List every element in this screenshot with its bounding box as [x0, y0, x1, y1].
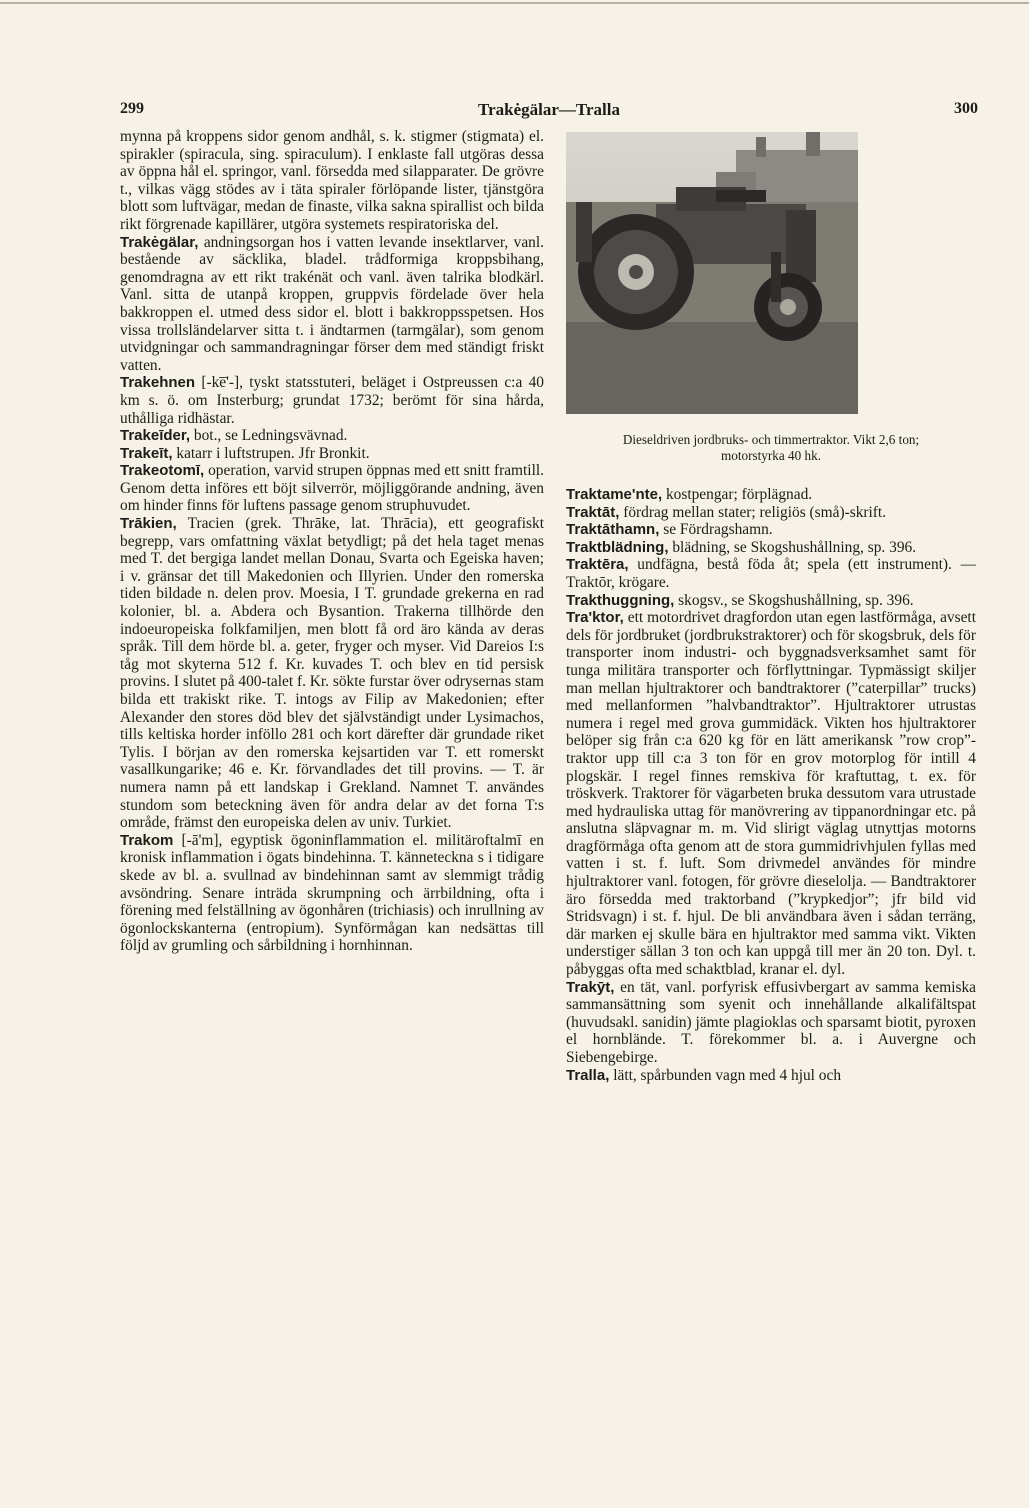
tractor-photo [566, 132, 858, 414]
entry-tralla: Tralla, lätt, spårbunden vagn med 4 hjul och [566, 1066, 842, 1084]
figure-caption: Dieseldriven jordbruks- och timmertraktor. Vikt 2,6 ton; motorstyrka 40 hk. [622, 432, 920, 463]
headword: Traktame'nte, [566, 486, 663, 503]
headword: Trakȳt, [566, 978, 615, 996]
page-number-right: 300 [954, 100, 978, 117]
running-head: Trakėgälar—Tralla [478, 100, 620, 119]
headword: Traktēra, [566, 556, 629, 574]
page-top-rule [0, 2, 1029, 4]
entry-trakyt: Trakȳt, en tät, vanl. porfyrisk effusivbergart av samma kemiska sammansättning som syenit och innehållande alkalifältspat (huvudsakl. sanidin) jämte plagioklas och sparsamt biotit, pyroxen el hornblände. T. förekommer bl. a. i Auvergne och Siebengebirge. [566, 978, 976, 1066]
entry-traktor: Tra'ktor, ett motordrivet dragfordon utan egen lastförmåga, avsett dels för jordbruket (jordbrukstraktorer) och för skogsbruk, dels för transporter inom industri- och byggnadsverksamhet samt för tunga militära transporter och förflyttningar. Typmässigt skiljer man mellan hjultraktorer och bandtraktorer (”caterpillar” trucks) med mellanformen ”halvbandtraktor”. Hjultraktorer utrustas numera i regel med grova gummidäck. Vikten hos hjultraktorer belöper sig från c:a 620 kg för en lätt amerikansk ”row crop”-traktor upp till c:a 3 ton för en grov motorplog för intill 4 plogskär. I regel finnes remskiva för kraftuttag, t. ex. för tröskverk. Traktorer för vägarbeten bruka dessutom vara utrustade med hydrauliska uttag för manövrering av tippanordningar etc. på anslutna släpvagnar m. m. Vid slirigt väglag utnyttjas motorns dragförmåga ofta genom att de stora gummidrivhjulen fyllas med vatten i st. f. luft. Som drivmedel användes för mindre hjultraktorer vanl. fotogen, för grövre dieselolja. — Bandtraktorer äro försedda med traktorband (”krypkedjor”; jfr bild vid Stridsvagn) i st. f. hjul. De bli användbara även i sådan terräng, där marken ej skulle bära en hjultraktor med samma vikt. Vikten understiger sällan 3 ton och kan uppgå till mer än 20 ton. Dyl. t. påbyggas ofta med schaktblad, kranar el. dyl. [566, 609, 976, 979]
entry-traktera: Traktēra, undfägna, bestå föda åt; spela (ett instrument). — Traktōr, krögare. [566, 556, 976, 591]
right-column [566, 486, 976, 1084]
entry-trakegalar: Trakėgälar, andningsorgan hos i vatten levande insektlarver, vanl. bestående av säcklika, bladel. trådformiga kroppsbihang, genomdragna av ett rikt trakénät och vanl. även talrika blodkärl. Vanl. sitta de utanpå kroppen, gruppvis fördelade över hela bakkroppen el. utmed dess sidor el. blott i bakkroppsspetsen. Hos vissa trollsländelarver sitta t. i ändtarmen (tarmgälar), som genom utvidgningar och sammandragningar förser dem med ständigt friskt vatten. [120, 233, 544, 374]
entry-trakeider: Trakeīder, bot., se Ledningsvävnad. [120, 427, 348, 445]
entry-trakien: Trākien, Tracien (grek. Thrāke, lat. Thrācia), ett geografiskt begrepp, vars omfattning växlat betydligt; på det hela taget menas med T. det bergiga landet mellan Donau, Svarta och Egeiska haven; i v. gränsar det till Makedonien och Illyrien. Under den romerska tiden bildade n. delen prov. Moesia, I T. grundade grekerna en rad kolonier, bl. a. Abdera och Bysantion. Trakerna tillhörde den indoeuropeiska folkfamiljen, men blott få ord äro kända av deras språk. Till dem hörde bl. a. geter, fryger och myser. Vid Dareios I:s tåg mot skyterna 512 f. Kr. kuvades T. och blev en tid persisk provins. I slutet på 400-talet f. Kr. sökte furstar över odrysernas stam bilda ett trakiskt rike. T. intogs av Filip av Makedonien; efter Alexander den stores död blev det självständigt under Lysimachos, tills keltiska horder inföllo 281 och kort därefter där grundade riket Tylis. I början av den romerska kejsartiden var T. ett romerskt vasallkungarike; 46 e. Kr. förvandlades det till provins. — T. är numera namn på ett landskap i Grekland. Namnet T. användes stundom som beteckning även för andra delar av det forna T:s område, främst den europeiska delen av univ. Turkiet. [120, 515, 544, 832]
headword: Trakehnen [120, 374, 196, 392]
headword: Tra'ktor, [566, 609, 624, 627]
headword: Trākien, [120, 515, 177, 533]
headword: Traktblädning, [566, 538, 669, 556]
headword: Trakeotomī, [120, 462, 205, 480]
entry-paragraph: mynna på kroppens sidor genom andhål, s. k. stigmer (stigmata) el. spirakler (spiracula, sing. spiraculum). I enklaste fall utgöras dessa av öppna hål el. springor, vanl. försedda med silapparater. De grövre t., vilkas vägg stödes av i täta spiraler förlöpande lister, tjänstgöra blott som luftvägar, medan de finaste, vilka sakna spirallist och bilda rikt förgrenade kapillärer, utgöra systemets respiratoriska del. [120, 128, 544, 233]
headword: Trakthuggning, [566, 591, 675, 609]
entry-traktamente: Traktame'nte, kostpengar; förplägnad. [566, 486, 813, 503]
headword: Trakeīder, [120, 427, 191, 445]
entry-trakehnen: Trakehnen [-ke̅'-], tyskt statsstuteri, beläget i Ostpreussen c:a 40 km s. ö. om Insterburg; grundat 1732; berömt för sina hårda, uthålliga ridhästar. [120, 374, 544, 427]
page-number-left: 299 [120, 100, 144, 117]
entry-trakeit: Trakeīt, katarr i luftstrupen. Jfr Bronkit. [120, 444, 370, 462]
headword: Trakom [120, 831, 174, 849]
entry-trakom: Trakom [-ā'm], egyptisk ögoninflammation el. militäroftalmī en kronisk inflammation i ögats bindehinna. T. känneteckna s i tidigare skede av bl. a. svullnad av bindehinnan samt av slemmigt trådig avsöndring. Senare inträda skrumpning och ärrbildning, ofta i förening med felställning av ögonhåren (trichiasis) och inrullning av ögonlockskanterna (entropium). Synförmågan kan nedsättas till följd av grumling och sårbildning i hornhinnan. [120, 831, 544, 955]
headword: Tralla, [566, 1066, 610, 1084]
entry-traktbladning: Traktblädning, blädning, se Skogshushållning, sp. 396. [566, 538, 917, 556]
entry-trakthuggning: Trakthuggning, skogsv., se Skogshushållning, sp. 396. [566, 591, 914, 609]
page-header [120, 100, 978, 126]
entry-traktat: Traktāt, fördrag mellan stater; religiös (små)-skrift. [566, 503, 887, 521]
left-column [120, 128, 544, 955]
headword: Trakėgälar, [120, 233, 199, 251]
headword: Traktāt, [566, 503, 620, 521]
entry-trakeotomi: Trakeotomī, operation, varvid strupen öppnas med ett snitt framtill. Genom detta införes ett böjt silverrör, möjliggörande andning, även om hinder finns för luftens passage genom struphuvudet. [120, 462, 544, 515]
headword: Traktāthamn, [566, 521, 660, 539]
headword: Trakeīt, [120, 444, 173, 462]
entry-traktathamn: Traktāthamn, se Fördragshamn. [566, 521, 773, 539]
